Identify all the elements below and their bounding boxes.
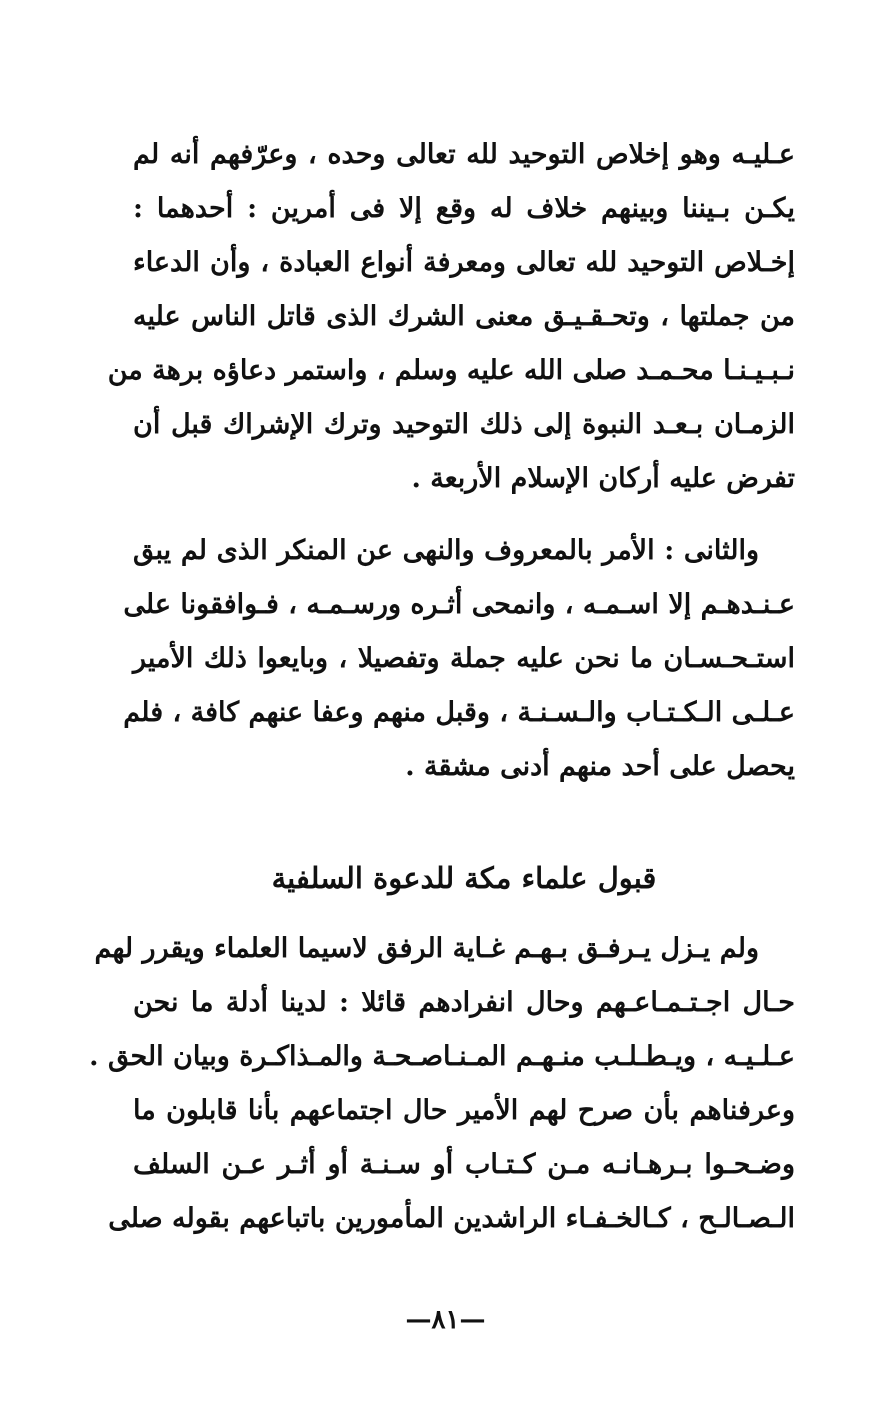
paragraph-line: عـنـدهـم إلا اسـمـه ، وانمحى أثـره ورسـمـه ، فـوافقونا على [123,589,795,620]
paragraph-line: الـصـالـح ، كـالخـفـاء الراشدين المأمورين باتباعهم بقوله صلى [108,1203,795,1234]
paragraph-line: الزمـان بـعـد النبوة إلى ذلك التوحيد وترك الإشراك قبل أن [133,409,795,440]
paragraph-line: يكـن بـيننا وبينهم خلاف له وقع إلا فى أمرين : أحدهما : [133,193,795,224]
section-heading: قبول علماء مكة للدعوة السلفية [271,861,657,895]
paragraph-line: حـال اجـتـمـاعـهم وحال انفرادهم قائلا : لدينا أدلة ما نحن [133,987,795,1018]
paragraph-line: عـلـى الـكـتـاب والـسـنـة ، وقبل منهم وعفا عنهم كافة ، فلم [123,697,795,728]
paragraph-line: استـحـسـان ما نحن عليه جملة وتفصيلا ، وبايعوا ذلك الأمير [133,643,795,674]
paragraph-1 [107,128,795,506]
paragraph-line: إخـلاص التوحيد لله تعالى ومعرفة أنواع العبادة ، وأن الدعاء [133,247,795,278]
paragraph-2 [123,524,795,794]
paragraph-3 [89,922,795,1246]
paragraph-line: وضـحـوا بـرهـانـه مـن كـتـاب أو سـنـة أو أثـر عـن السلف [133,1149,795,1180]
paragraph-line: من جملتها ، وتحـقـيـق معنى الشرك الذى قاتل الناس عليه [133,301,795,332]
paragraph-line: تفرض عليه أركان الإسلام الأربعة . [411,463,795,494]
paragraph-line: ولم يـزل يـرفـق بـهـم غـاية الرفق لاسيما العلماء ويقرر لهم [94,933,759,964]
paragraph-line: يحصل على أحد منهم أدنى مشقة . [405,751,795,782]
page-number: —٨١— [405,1305,486,1335]
paragraph-line: عـليـه وهو إخلاص التوحيد لله تعالى وحده ، وعرّفهم أنه لم [133,139,795,170]
paragraph-line: نـبـيـنـا محـمـد صلى الله عليه وسلم ، واستمر دعاؤه برهة من [107,355,795,386]
paragraph-line: والثانى : الأمر بالمعروف والنهى عن المنكر الذى لم يبق [133,535,759,566]
paragraph-line: وعرفناهم بأن صرح لهم الأمير حال اجتماعهم بأنا قابلون ما [133,1095,795,1126]
paragraph-line: عـلـيـه ، ويـطـلـب منـهـم المـنـاصـحـة والمـذاكـرة وبيان الحق . [89,1041,795,1072]
